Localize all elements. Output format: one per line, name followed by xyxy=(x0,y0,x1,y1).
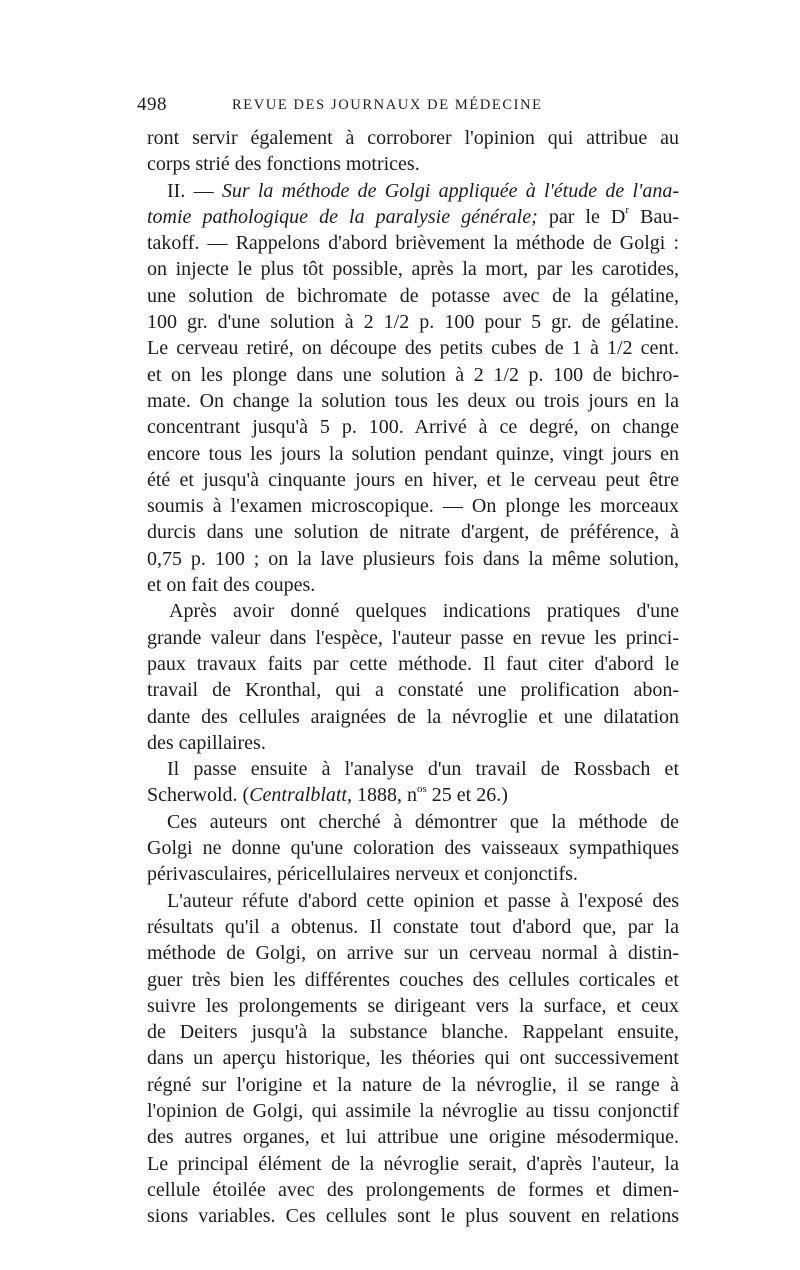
text-line: Le cerveau retiré, on découpe des petits cubes de 1 à 1/2 cent. xyxy=(147,337,679,360)
text-line: des capillaires. xyxy=(147,731,266,754)
citation-line: Scherwold. (Centralblatt, 1888, $n^{os}$ 25 et 26.) xyxy=(147,782,508,807)
text-line: sions variables. Ces cellules sont le plus souvent en relations xyxy=(147,1205,679,1228)
text-line: L'auteur réfute d'abord cette opinion et passe à l'exposé des xyxy=(167,889,679,912)
text-line: takoff. — Rappelons d'abord brièvement la méthode de Golgi : xyxy=(147,232,679,255)
text-line: cellule étoilée avec des prolongements de formes et dimen- xyxy=(147,1178,679,1201)
text-line: 0,75 p. 100 ; on la lave plusieurs fois dans la même solution, xyxy=(147,547,679,570)
text-line: Golgi ne donne qu'une coloration des vaisseaux sympathiques xyxy=(147,837,679,860)
running-head: REVUE DES JOURNAUX DE MÉDECINE xyxy=(232,97,543,113)
text-line: on injecte le plus tôt possible, après la mort, par les carotides, xyxy=(147,258,679,281)
text-line: méthode de Golgi, on arrive sur un cerveau normal à distin- xyxy=(147,942,679,965)
text-line: travail de Kronthal, qui a constaté une prolification abon- xyxy=(147,679,679,702)
section-heading-line: II. — Sur la méthode de Golgi appliquée à l'étude de l'ana- xyxy=(167,179,679,202)
text-line: paux travaux faits par cette méthode. Il faut citer d'abord le xyxy=(147,652,679,675)
text-line: et on fait des coupes. xyxy=(147,574,316,597)
text-line: 100 gr. d'une solution à 2 1/2 p. 100 pour 5 gr. de gélatine. xyxy=(147,311,679,334)
text-line: dante des cellules araignées de la névroglie et une dilatation xyxy=(147,705,679,728)
text-line: Le principal élément de la névroglie serait, d'après l'auteur, la xyxy=(147,1152,679,1175)
text-line: Il passe ensuite à l'analyse d'un travail de Rossbach et xyxy=(167,758,679,781)
text-line: durcis dans une solution de nitrate d'argent, de préférence, à xyxy=(147,521,679,544)
text-line: et on les plonge dans une solution à 2 1/2 p. 100 de bichro- xyxy=(147,363,679,386)
page-number: 498 xyxy=(137,94,167,115)
text-line: résultats qu'il a obtenus. Il constate tout d'abord que, par la xyxy=(147,915,679,938)
text-line: soumis à l'examen microscopique. — On plonge les morceaux xyxy=(147,495,679,518)
text-line: des autres organes, et lui attribue une origine mésodermique. xyxy=(147,1126,679,1149)
text-line: ront servir également à corroborer l'opinion qui attribue au xyxy=(147,127,679,149)
text-line: une solution de bichromate de potasse avec de la gélatine, xyxy=(147,284,679,307)
text-line: grande valeur dans l'espèce, l'auteur passe en revue les princi- xyxy=(147,626,679,649)
text-line: Après avoir donné quelques indications pratiques d'une xyxy=(169,600,679,623)
text-line: corps strié des fonctions motrices. xyxy=(147,153,420,176)
page-header xyxy=(137,94,673,122)
body-text xyxy=(119,125,679,1229)
text-line: encore tous les jours la solution pendant quinze, vingt jours en xyxy=(147,442,679,465)
text-line: périvasculaires, péricellulaires nerveux et conjonctifs. xyxy=(147,863,578,886)
text-line: l'opinion de Golgi, qui assimile la névroglie au tissu conjonctif xyxy=(147,1099,679,1122)
text-line: Ces auteurs ont cherché à démontrer que la méthode de xyxy=(167,810,679,833)
text-line: guer très bien les différentes couches des cellules corticales et xyxy=(147,968,679,991)
text-line: été et jusqu'à cinquante jours en hiver, et le cerveau peut être xyxy=(147,468,679,491)
text-line: mate. On change la solution tous les deux ou trois jours en la xyxy=(147,389,679,412)
text-line: de Deiters jusqu'à la substance blanche. Rappelant ensuite, xyxy=(147,1021,679,1044)
text-line: dans un aperçu historique, les théories qui ont successivement xyxy=(147,1047,679,1070)
text-line: concentrant jusqu'à 5 p. 100. Arrivé à ce degré, on change xyxy=(147,416,679,439)
text-line: suivre les prolongements se dirigeant vers la surface, et ceux xyxy=(147,994,679,1017)
text-line: régné sur l'origine et la nature de la névroglie, il se range à xyxy=(147,1073,679,1096)
section-heading-line-2: tomie pathologique de la paralysie générale; par le $D^r$ Bau- xyxy=(147,204,679,228)
